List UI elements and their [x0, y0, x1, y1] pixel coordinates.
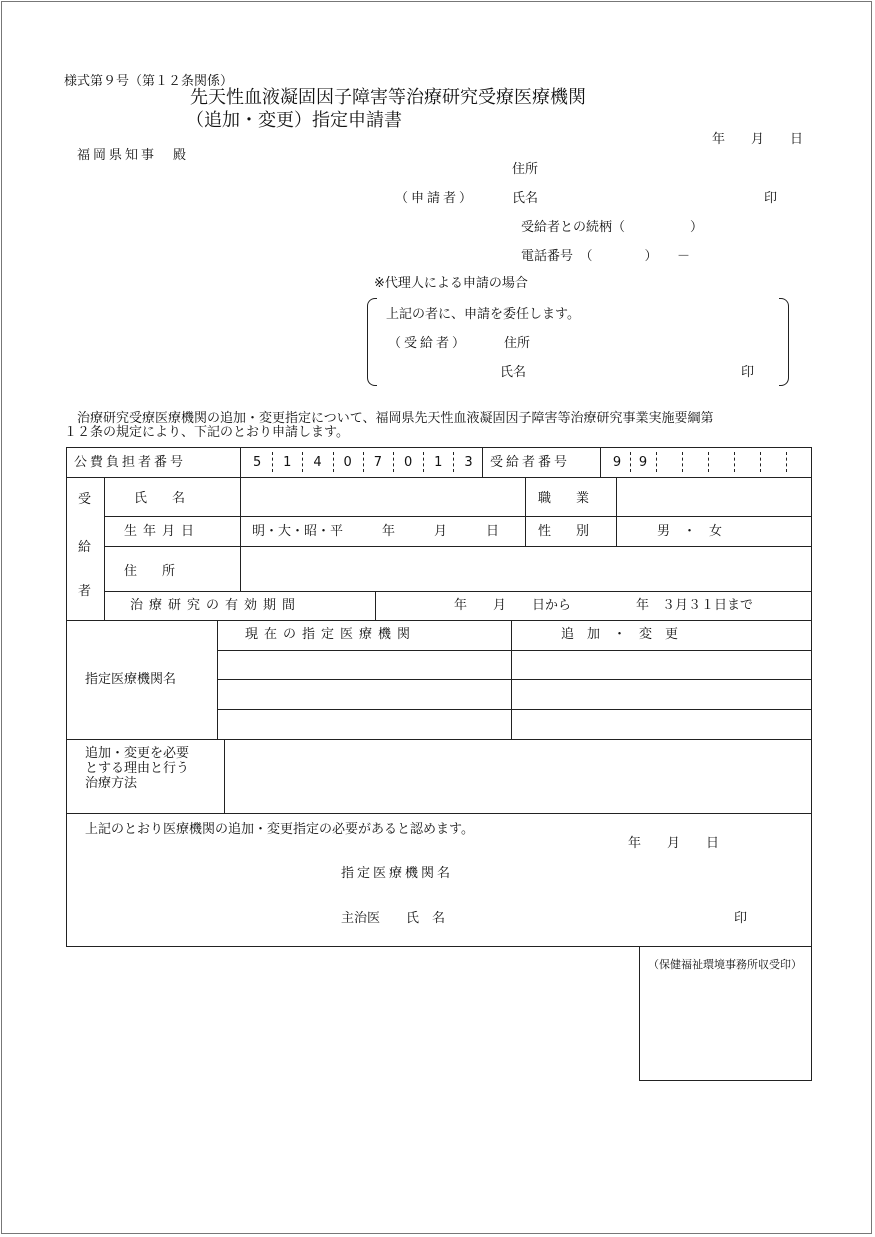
form-number: 様式第９号（第１２条関係） — [64, 74, 234, 89]
recipient-digit-divider — [734, 452, 735, 472]
payer-digit: 1 — [434, 455, 443, 470]
payer-digit: 5 — [252, 455, 262, 470]
cert-date: 年 月 日 — [628, 836, 720, 851]
sex-value: 男 ・ 女 — [657, 524, 723, 539]
recipient-digit-divider — [656, 452, 657, 472]
payer-digit: 3 — [464, 455, 473, 470]
intro-line1: 治療研究受療医療機関の追加・変更指定について、福岡県先天性血液凝固因子障害等治療研究事業実施要綱第 — [77, 411, 714, 426]
name-label: 氏 名 — [134, 491, 192, 506]
payer-digit-divider — [272, 452, 273, 472]
proxy-note: ※代理人による申請の場合 — [374, 276, 528, 291]
current-inst-label: 現在の指定医療機関 — [245, 627, 417, 642]
recipient-side-2: 給 — [78, 540, 92, 555]
period-value: 年 月 日から 年 ３月３１日まで — [454, 598, 754, 613]
payer-digit-divider — [393, 452, 394, 472]
intro-line2: １２条の規定により、下記のとおり申請します。 — [64, 425, 349, 440]
recipient-side-3: 者 — [78, 584, 92, 599]
proxy-seal: 印 — [741, 365, 755, 380]
proxy-bracket-left — [367, 298, 377, 386]
inst-label: 指定医療機関名 — [85, 672, 177, 687]
payer-digit: 4 — [313, 455, 322, 470]
recipient-digit-divider — [682, 452, 683, 472]
payer-digit: 0 — [403, 455, 413, 470]
sex-label: 性 別 — [538, 524, 596, 539]
relation-label: 受給者との続柄（ ） — [521, 220, 704, 235]
birth-value: 明・大・昭・平 年 月 日 — [252, 524, 500, 539]
payer-number-label: 公費負担者番号 — [74, 455, 187, 470]
add-change-label: 追 加 ・ 変 更 — [561, 627, 679, 642]
proxy-bracket-right — [779, 298, 789, 386]
applicant-name-label: 氏名 — [512, 191, 539, 206]
applicant-address-label: 住所 — [512, 162, 539, 177]
date-label: 年 月 日 — [712, 132, 804, 147]
payer-digit: 1 — [283, 455, 292, 470]
proxy-recipient-label: （受給者） — [388, 336, 469, 351]
cert-seal: 印 — [734, 911, 748, 926]
occupation-label: 職 業 — [538, 491, 596, 506]
payer-digit-divider — [302, 452, 303, 472]
cert-inst-name-label: 指定医療機関名 — [341, 866, 454, 881]
proxy-address-label: 住所 — [504, 336, 531, 351]
recipient-digit-divider — [786, 452, 787, 472]
reason-label-2: とする理由と行う — [85, 761, 190, 776]
recipient-side-1: 受 — [78, 492, 92, 507]
reason-label-1: 追加・変更を必要 — [85, 746, 190, 761]
cert-statement: 上記のとおり医療機関の追加・変更指定の必要があると認めます。 — [85, 822, 474, 837]
period-label: 治療研究の有効期間 — [130, 598, 302, 613]
phone-label: 電話番号 （ ） － — [521, 249, 691, 264]
recipient-digit-divider — [760, 452, 761, 472]
payer-digit: 7 — [373, 455, 383, 470]
payer-digit-divider — [363, 452, 364, 472]
address-label: 住 所 — [124, 564, 182, 579]
recipient-digit: 9 — [612, 455, 622, 470]
payer-digit-divider — [423, 452, 424, 472]
birth-label: 生年月日 — [124, 524, 201, 539]
proxy-delegation: 上記の者に、申請を委任します。 — [386, 307, 580, 322]
payer-digit: 0 — [343, 455, 352, 470]
reason-label-3: 治療方法 — [85, 776, 138, 791]
payer-digit-divider — [453, 452, 454, 472]
stamp-box-label: （保健福祉環境事務所収受印） — [648, 958, 802, 971]
applicant-seal: 印 — [764, 191, 778, 206]
applicant-role-label: （申請者） — [395, 191, 476, 206]
recipient-digit: 9 — [638, 455, 648, 470]
form-title-line1: 先天性血液凝固因子障害等治療研究受療医療機関 — [190, 87, 586, 108]
proxy-name-label: 氏名 — [500, 365, 527, 380]
recipient-digit-divider — [708, 452, 709, 472]
addressee: 福岡県知事 殿 — [77, 148, 190, 163]
cert-doctor-label: 主治医 氏 名 — [341, 911, 446, 926]
recipient-number-label: 受給者番号 — [490, 455, 571, 470]
form-title-line2: （追加・変更）指定申請書 — [186, 110, 402, 131]
payer-digit-divider — [333, 452, 334, 472]
recipient-digit-divider — [630, 452, 631, 472]
